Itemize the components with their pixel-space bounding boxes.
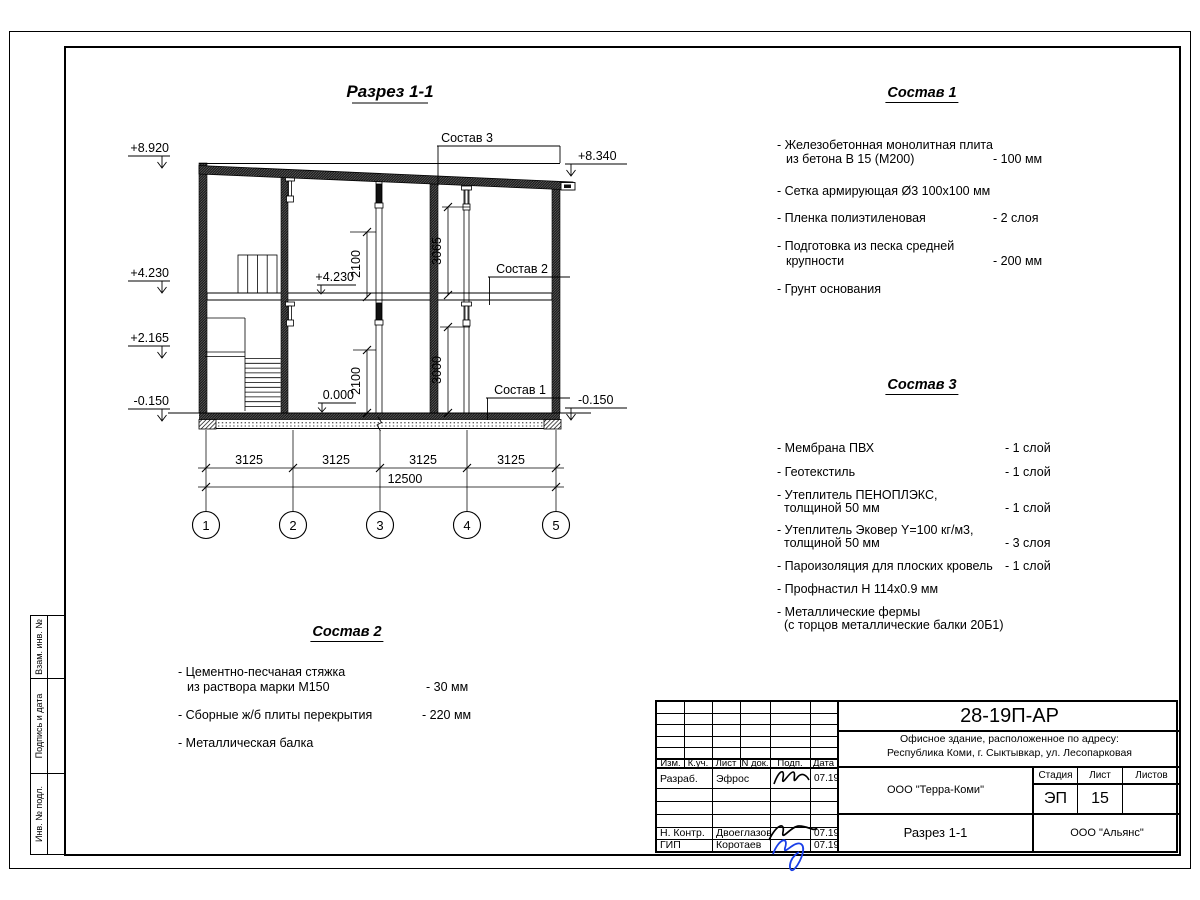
tb-object-line2: Республика Коми, г. Сыктывкар, ул. Лесопарковая — [887, 747, 1132, 759]
tb-col-izm: Изм. — [660, 758, 681, 769]
tb-line — [657, 736, 839, 737]
dim-2100-upper: 2100 — [349, 250, 363, 278]
tb-date: 07.19 — [814, 773, 840, 784]
footing-left — [199, 420, 216, 430]
elevation-4230-interior: +4.230 — [315, 270, 354, 284]
sostav3-item: (с торцов металлические балки 20Б1) — [784, 618, 1004, 632]
axis-bubbles — [193, 512, 570, 539]
sostav2-item: - Сборные ж/б плиты перекрытия — [178, 708, 373, 722]
leader-label-sostav1: Состав 1 — [494, 383, 546, 397]
dim-3000: 3000 — [430, 356, 444, 384]
title-block — [655, 700, 1178, 853]
margin-box-label: Взам. инв. № — [34, 619, 44, 675]
wall-right — [552, 182, 560, 413]
signature-nkontr — [765, 814, 820, 864]
sostav3-item: - Утеплитель ПЕНОПЛЭКС, — [777, 488, 938, 502]
sostav1-item: - Подготовка из песка средней — [777, 239, 955, 253]
tb-document-code: 28-19П-АР — [960, 704, 1059, 727]
tb-role-nkontr: Н. Контр. — [660, 827, 705, 839]
vertical-dimensions — [349, 203, 470, 417]
tb-date: 07.19 — [814, 827, 840, 839]
sostav2-value: - 30 мм — [426, 680, 469, 694]
sostav3-value: - 1 слой — [1005, 559, 1051, 573]
section-title: Разрез 1-1 — [346, 82, 434, 101]
footing-right — [544, 420, 561, 430]
tb-role-razrab: Разраб. — [660, 772, 698, 785]
tb-name-dvoeglazov: Двоеглазов — [716, 827, 772, 839]
sostav3-item: толщиной 50 мм — [784, 536, 880, 550]
sostav1-value: - 100 мм — [993, 152, 1043, 166]
wall-left — [199, 163, 207, 413]
elevation-4230: +4.230 — [130, 266, 169, 280]
axis-4: 4 — [463, 518, 471, 533]
sostav2-title: Состав 2 — [312, 624, 382, 640]
elevation-minus150-right: -0.150 — [578, 393, 614, 407]
tb-col-podp: Подп. — [777, 758, 803, 769]
tb-name-korotaev: Коротаев — [716, 839, 762, 851]
sostav3-item: - Мембрана ПВХ — [777, 441, 875, 455]
stair — [205, 255, 281, 411]
dim-3065: 3065 — [430, 237, 444, 265]
elevation-8340: +8.340 — [578, 149, 617, 163]
sostav3-value: - 1 слой — [1005, 501, 1051, 515]
sostav1-item: - Пленка полиэтиленовая — [777, 211, 926, 225]
dim-2100-lower: 2100 — [349, 367, 363, 395]
dimension-chain — [198, 430, 564, 511]
elevation-8920: +8.920 — [130, 141, 169, 155]
margin-box-label: Инв. № подл. — [34, 785, 44, 843]
tb-name-efros: Эфрос — [716, 772, 750, 785]
elevation-2165: +2.165 — [130, 331, 169, 345]
sostav1-value: - 2 слоя — [993, 211, 1039, 225]
signature-razrab — [769, 762, 814, 792]
tb-col-ndok: N док. — [741, 758, 769, 769]
tb-organization: ООО "Терра-Коми" — [886, 784, 984, 796]
tb-role-gip: ГИП — [660, 839, 681, 851]
sostav1-item: из бетона В 15 (М200) — [786, 152, 915, 166]
tb-object-line1: Офисное здание, расположенное по адресу: — [900, 733, 1119, 745]
sostav3-item: - Профнастил Н 114х0.9 мм — [777, 582, 939, 596]
sostav3-title: Состав 3 — [887, 377, 957, 393]
sostav3-item: - Металлические фермы — [777, 605, 921, 619]
axis-1: 1 — [202, 518, 210, 533]
sostav3-value: - 1 слой — [1005, 465, 1051, 479]
sostav2-item: - Цементно-песчаная стяжка — [178, 665, 346, 679]
axis-5: 5 — [552, 518, 560, 533]
margin-box-label: Подпись и дата — [34, 693, 44, 759]
dim-bay-4: 3125 — [497, 453, 525, 467]
sostav1-value: - 200 мм — [993, 254, 1043, 268]
leader-label-sostav2: Состав 2 — [496, 262, 548, 276]
tb-sheets-label: Листов — [1135, 769, 1168, 781]
axis-3: 3 — [376, 518, 384, 533]
tb-date: 07.19 — [814, 839, 840, 851]
axis-2: 2 — [289, 518, 297, 533]
leader-label-sostav3: Состав 3 — [441, 131, 493, 145]
sostav3-item: - Пароизоляция для плоских кровель — [777, 559, 993, 573]
sostav3-item: - Геотекстиль — [777, 465, 856, 479]
tb-line — [657, 713, 839, 714]
tb-col-data: Дата — [812, 758, 835, 769]
tb-sheet-label: Лист — [1089, 769, 1111, 781]
roof-end-plate — [564, 185, 571, 189]
dim-bay-1: 3125 — [235, 453, 263, 467]
elevation-minus150-left: -0.150 — [133, 394, 169, 408]
dim-bay-3: 3125 — [409, 453, 437, 467]
tb-line — [657, 724, 839, 725]
elevation-marks-left — [128, 141, 170, 421]
sostav3-item: толщиной 50 мм — [784, 501, 880, 515]
sostav1-title: Состав 1 — [887, 85, 957, 101]
dim-bay-2: 3125 — [322, 453, 350, 467]
tb-stage-value: ЭП — [1044, 789, 1067, 807]
sostav2-item: - Металлическая балка — [178, 736, 314, 750]
sostav1-item: крупности — [786, 254, 845, 268]
sostav1-item: - Железобетонная монолитная плита — [777, 138, 993, 152]
floor-slab — [207, 293, 552, 300]
elevation-zero: 0.000 — [322, 388, 354, 402]
wall-axis2 — [281, 177, 288, 413]
sostav2-value: - 220 мм — [422, 708, 472, 722]
sostav1-item: - Грунт основания — [777, 282, 882, 296]
sostav3-value: - 1 слой — [1005, 441, 1051, 455]
tb-col-kuch: К.уч. — [687, 758, 709, 769]
ground-slab — [199, 413, 560, 420]
sostav3-item: - Утеплитель Эковер Y=100 кг/м3, — [777, 523, 974, 537]
tb-line — [657, 747, 839, 748]
tb-stage-label: Стадия — [1038, 769, 1073, 781]
tb-sheet-value: 15 — [1091, 789, 1109, 807]
tb-line — [657, 801, 839, 802]
tb-view-title: Разрез 1-1 — [903, 825, 968, 840]
tb-contractor: ООО "Альянс" — [1070, 826, 1144, 839]
tb-col-list: Лист — [715, 758, 737, 769]
sostav2-item: из раствора марки М150 — [187, 680, 330, 694]
sostav1-item: - Сетка армирующая Ø3 100х100 мм — [777, 184, 991, 198]
roof-slab — [199, 166, 573, 191]
dim-total: 12500 — [387, 472, 423, 486]
sostav3-value: - 3 слоя — [1005, 536, 1051, 550]
